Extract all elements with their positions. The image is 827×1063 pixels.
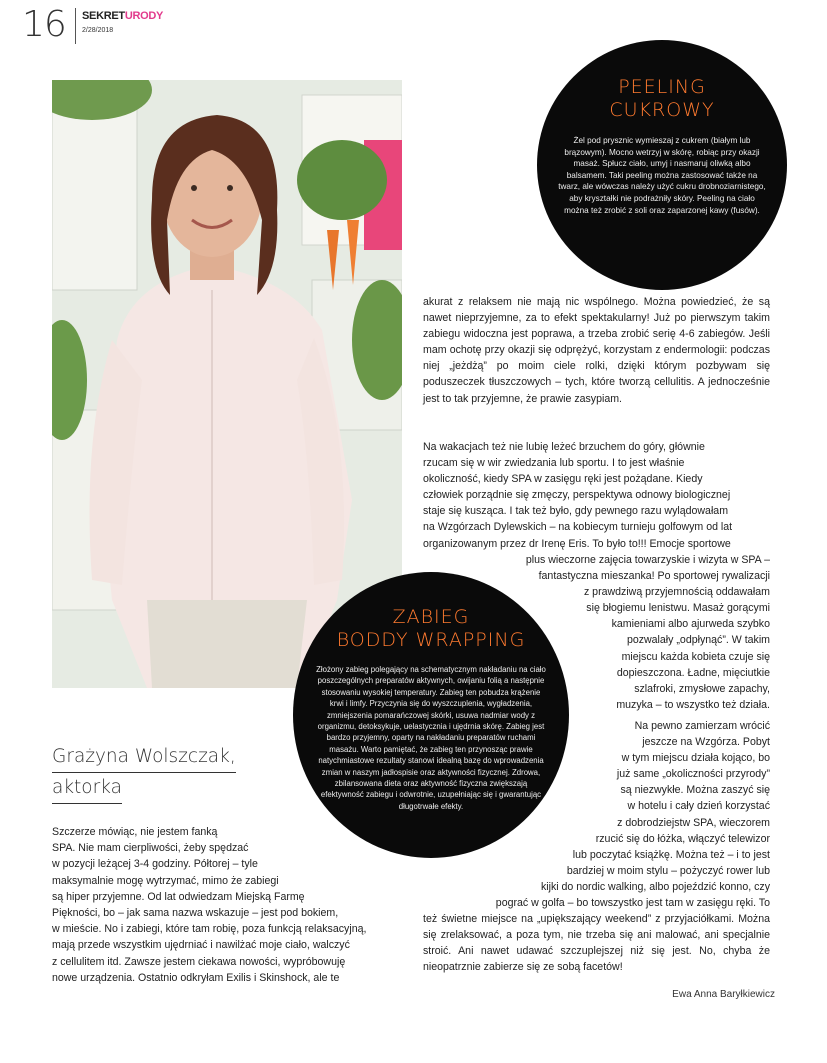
author-signature: Ewa Anna Baryłkiewicz [672, 989, 775, 1000]
text-line: z cellulitem itd. Zawsze jestem ciekawa nowości, wypróbowuję [52, 955, 346, 968]
text-line: lub poczytać książkę. Można też – i to jest [572, 848, 770, 861]
text-line: są hiper przyjemne. Od lat odwiedzam Miejską Farmę [52, 890, 305, 903]
text-line: człowiek porządnie się zmęczy, perspektywa odnowy biologicznej [423, 489, 731, 502]
magazine-logo-part1: SEKRET [82, 10, 125, 22]
text-line: pozwalały „odpłynąć”. W takim [626, 634, 770, 647]
text-line: miejscu każda kobieta czuje się [621, 650, 770, 663]
person-name: Grażyna Wolszczak, [52, 742, 236, 773]
magazine-logo [82, 10, 163, 22]
text-line: z dobrodziejstw SPA, wieczorem [617, 816, 770, 829]
text-line: plus wieczorne zajęcia towarzyskie i wizyta w SPA – [525, 554, 770, 566]
text-line: Na pewno zamierzam wrócić [634, 720, 770, 732]
boddy-wrapping-body: Złożony zabieg polegający na schematycznym nakładaniu na ciało poszczególnych preparatów aktywnych, owijaniu folią a następnie stosowaniu wysokiej temperatury. Zabieg ten pobudza krążenie krwi i limfy. Przyczynia się do wyszczuplenia, wygładzenia, zmniejszenia pomarańczowej skórki, usuwa nadmiar wody z organizmu, detoksykuje, uelastycznia i ujędrnia skórę. Zabieg jest bardzo przyjemny, oparty na nakładaniu preparatów ruchami masażu. Warto pamiętać, że zabieg ten przynosząc prawie natychmiastowe rezultaty stanowi idealną bazę do wprowadzenia zmian w naszym jadłospisie oraz aktywności fizycznej. Zdrowa, zbilansowana dieta oraz aktywność fizyczna zwiększają efektywność zabiegu i odwrotnie, uzupełniając się i gwarantując długotrwałe efekty. [316, 665, 546, 811]
text-line: pograć w golfa – bo towszystko jest tam w zasięgu ręki. To [495, 897, 770, 910]
text-line: w mieście. No i zabiegi, które tam robię, poza funkcją relaksacyjną, [52, 923, 367, 936]
text-line: dopieszczona. Ładne, mięciutkie [616, 666, 770, 679]
text-line: Piękności, bo – jak sama nazwa wskazuje – jest pod bokiem, [52, 907, 339, 920]
text-line: muzyka – to wszystko też działa. [616, 698, 770, 711]
boddy-wrapping-title-line2: BODDY WRAPPING [336, 628, 526, 651]
text-line: nowe urządzenia. Ostatnio odkryłam Exilis i Skinshock, ale te [52, 971, 340, 984]
boddy-wrapping-info-circle [293, 572, 569, 858]
text-line: organizowanym przez dr Irenę Eris. To było to!!! Emocje sportowe [423, 537, 731, 550]
text-line: bardziej w moim stylu – pożyczyć rower lub [566, 864, 770, 877]
text-line: SPA. Nie mam cierpliwości, żeby spędzać [52, 842, 249, 855]
text-line: szlafroki, zmysłowe zapachy, [634, 682, 770, 695]
peeling-title-line2: CUKROWY [609, 98, 715, 121]
text-line: w pozycji leżącej 3-4 godziny. Półtorej – tyle [52, 858, 258, 871]
peeling-info-circle [537, 40, 787, 290]
text-line: kamieniami albo ajurweda szybko [611, 618, 770, 631]
text-line: Szczerze mówiąc, nie jestem fanką [52, 826, 218, 838]
page-number: 16 [22, 4, 66, 45]
left-column-text [52, 824, 402, 986]
text-line: już same „okoliczności przyrody” [616, 768, 770, 781]
text-line: na Wzgórzach Dylewskich – na kobiecym turnieju golfowym od lat [423, 521, 733, 534]
text-line: rzucić się do łóżka, włączyć telewizor [595, 832, 770, 845]
text-line: się błogiemu lenistwu. Masaż gorącymi [586, 602, 770, 615]
text-line: staje się kusząca. I tak też było, gdy pewnego razu wylądowałam [423, 505, 729, 518]
text-line: w tym miejscu działa kojąco, bo [621, 752, 770, 765]
text-line: są niezwykłe. Można zaszyć się [620, 784, 770, 797]
boddy-wrapping-title-line1: ZABIEG [392, 606, 470, 628]
text-line: okoliczność, kiedy SPA w zasięgu ręki jest pożądane. Kiedy [423, 473, 703, 486]
article-paragraph-1: akurat z relaksem nie mają nic wspólnego. Można powiedzieć, że są nawet nieprzyjemne, za to efekt spektakularny! Już po pierwszym takim zabiegu widoczna jest poprawa, a trzeba zrobić serię 4-6 zabiegów. Jeśli mam ochotę przy okazji się odprężyć, korzystam z endermologii: podczas niej „jeżdżą” po moim ciele rolki, dzięki którym pozbywam się poduszeczek tłuszczowych – tych, które tworzą cellulitis. A jednocześnie jest to tak przyjemne, że prawie zasypiam. [423, 296, 770, 405]
magazine-logo-part2: URODY [124, 10, 164, 22]
issue-date: 2/28/2018 [82, 27, 114, 34]
portrait-photo [52, 80, 402, 688]
text-line: rzucam się w wir zwiedzania lub sportu. I to jest właśnie [423, 457, 685, 470]
person-role: aktorka [52, 773, 122, 804]
person-caption [52, 742, 236, 804]
boddy-wrapping-title [293, 606, 569, 652]
article-paragraph-2 [423, 439, 770, 552]
text-line: w hotelu i cały dzień korzystać [627, 800, 770, 813]
text-line: jeszcze na Wzgórza. Pobyt [642, 736, 770, 749]
text-line: z prawdziwą przyjemnością oddawałam [583, 586, 770, 599]
text-line: maksymalnie mogę wytrzymać, mimo że zabiegi [52, 874, 279, 887]
header-divider [75, 8, 76, 44]
text-line: Na wakacjach też nie lubię leżeć brzuchem do góry, głównie [423, 441, 705, 453]
peeling-title [537, 76, 787, 122]
peeling-title-line1: PEELING [618, 76, 706, 98]
text-line: fantastyczna mieszanka! Po sportowej rywalizacji [538, 570, 770, 583]
text-line: kijki do nordic walking, albo pojeździć konno, czy [540, 880, 770, 893]
peeling-body: Żel pod prysznic wymieszaj z cukrem (białym lub brązowym). Mocno wetrzyj w skórę, robiąc przy okazji masaż. Spłucz ciało, umyj i nasmaruj oliwką albo balsamem. Taki peeling można zastosować także na twarz, ale wówczas należy użyć cukru drobnoziarnistego, aby kryształki nie podrażniły skóry. Peeling na ciało można też zrobić z soli oraz zaparzonej kawy (fusów). [558, 136, 766, 215]
article-paragraph-3-end: też świetne miejsce na „upiększający weekend” z przyjaciółkami. Można się zrelaksować, a poza tym, nie trzeba się ani malować, ani specjalnie stroić. Ani nawet udawać szczuplejszej niż się jest. No, chyba że nieopatrznie zabierze się ze sobą facetów! [423, 913, 770, 974]
text-line: mają przede wszystkim ujędrniać i nawilżać moje ciało, walczyć [52, 939, 350, 952]
